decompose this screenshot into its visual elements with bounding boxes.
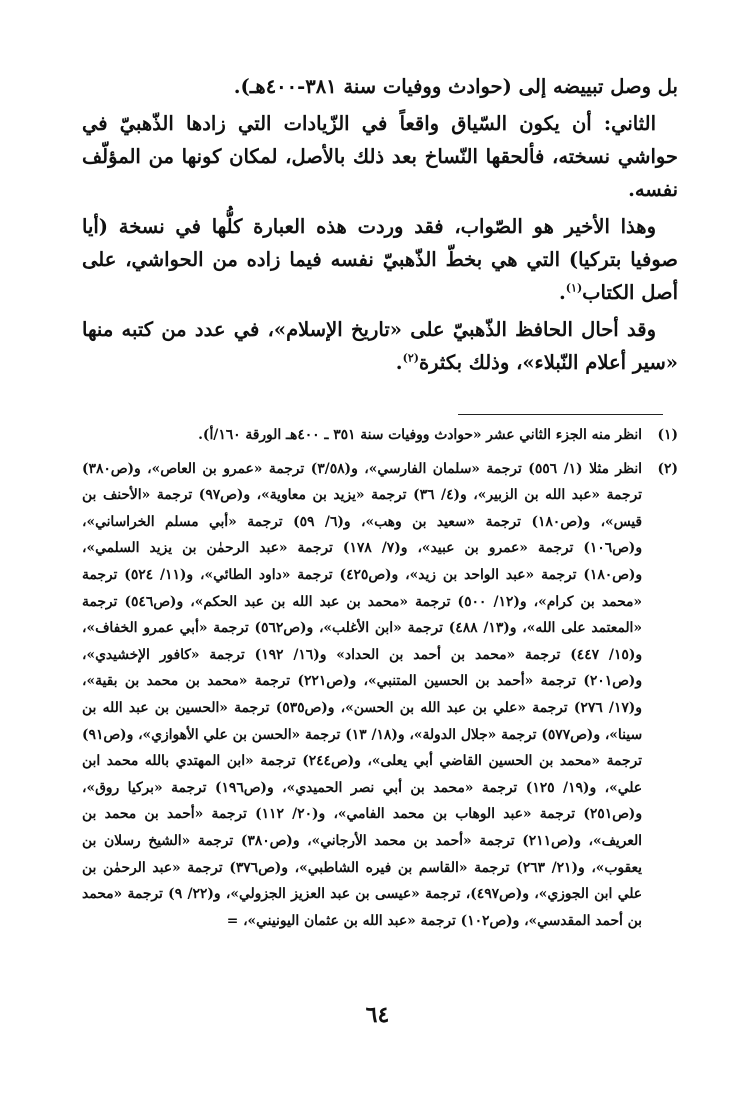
footnotes xyxy=(82,422,678,934)
paragraph-1 xyxy=(82,70,678,103)
paragraph-4-text: وقد أحال الحافظ الذّهبيّ على «تاريخ الإسلام»، في عدد من كتبه منها «سير أعلام النّبلاء»، وذلك بكثرة xyxy=(82,318,678,374)
footnote-ref-2[interactable]: (٢) xyxy=(402,351,419,365)
paragraph-3 xyxy=(82,210,678,309)
footnote-text: انظر مثلا (١/ ٥٥٦) ترجمة «سلمان الفارسي»، و(٣/٥٨) ترجمة «عمرو بن العاص»، و(ص٣٨٠) ترجمة «عبد الله بن الزبير»، و(٤/ ٣٦) ترجمة «يزيد بن معاوية»، و(ص٩٧) ترجمة «الأحنف بن قيس»، و(ص١٨٠) ترجمة «سعيد بن وهب»، و(٦/ ٥٩) ترجمة «أبي مسلم الخراساني»، و(ص١٠٦) ترجمة «عمرو بن عبيد»، و(٧/ ١٧٨) ترجمة «عبد الرحمٰن بن يزيد السلمي»، و(ص١٨٠) ترجمة «عبد الواحد بن زيد»، و(ص٤٢٥) ترجمة «داود الطائي»، و(١١/ ٥٢٤) ترجمة «محمد بن كرام»، و(١٢/ ٥٠٠) ترجمة «محمد بن عبد الله بن عبد الحكم»، و(ص٥٤٦) ترجمة «المعتمد على الله»، و(١٣/ ٤٨٨) ترجمة «ابن الأغلب»، و(ص٥٦٢) ترجمة «أبي عمرو الخفاف»، و(١٥/ ٤٤٧) ترجمة «محمد بن أحمد بن الحداد» و(١٦/ ١٩٢) ترجمة «كافور الإخشيدي»، و(ص٢٠١) ترجمة «أحمد بن الحسين المتنبي»، و(ص٢٢١) ترجمة «محمد بن محمد بن بقية»، و(١٧/ ٢٧٦) ترجمة «علي بن عبد الله بن الحسن»، و(ص٥٣٥) ترجمة «الحسين بن عبد الله بن سينا»، و(ص٥٧٧) ترجمة «جلال الدولة»، و(١٨/ ١٣) ترجمة «الحسن بن علي الأهوازي»، و(ص٩١) ترجمة «محمد بن الحسين القاضي أبي يعلى»، و(ص٢٤٤) ترجمة «ابن المهتدي بالله محمد ابن علي»، و(١٩/ ١٢٥) ترجمة «محمد بن أبي نصر الحميدي»، و(ص١٩٦) ترجمة «بركيا روق»، و(ص٢٥١) ترجمة «عبد الوهاب بن محمد الفامي»، و(٢٠/ ١١٢) ترجمة «أحمد بن محمد بن العريف»، و(ص٢١١) ترجمة «أحمد بن محمد الأرجاني»، و(ص٣٨٠) ترجمة «الشيخ رسلان بن يعقوب»، و(٢١/ ٢٦٣) ترجمة «القاسم بن فيره الشاطبي»، و(ص٣٧٦) ترجمة «عبد الرحمٰن بن علي ابن الجوزي»، و(ص٤٩٧)، ترجمة «عيسى بن عبد العزيز الجزولي»، و(٢٢/ ٩) ترجمة «محمد بن أحمد المقدسي»، و(ص١٠٢) ترجمة «عبد الله بن عثمان اليونيني»، = xyxy=(82,460,643,929)
footnote-ref-1[interactable]: (١) xyxy=(565,281,583,295)
footnote-number: (١) xyxy=(657,427,678,443)
paragraph-1-text: بل وصل تبييضه إلى (حوادث ووفيات سنة ٣٨١-٤٠٠هـ). xyxy=(233,75,678,98)
paragraph-2-text: أن يكون السّياق واقعاً في الزّيادات التي زادها الذّهبيّ في حواشي نسخته، فألحقها النّساخ بعد ذلك بالأصل، لمكان كونها من المؤلّف نفسه. xyxy=(82,112,678,201)
paragraph-3-text: وهذا الأخير هو الصّواب، فقد وردت هذه العبارة كلُّها في نسخة (أيا صوفيا بتركيا) التي هي بخطّ الذّهبيّ نفسه فيما زاده من الحواشي، على أصل الكتاب xyxy=(82,215,678,304)
paragraph-4 xyxy=(82,313,678,379)
footnote-text: انظر منه الجزء الثاني عشر «حوادث ووفيات سنة ٣٥١ ـ ٤٠٠هـ الورقة ١٦٠/أ). xyxy=(198,427,642,443)
paragraph-3-end: . xyxy=(559,281,566,304)
footnote-1 xyxy=(82,422,678,449)
paragraph-4-end: . xyxy=(395,351,403,374)
page-number: ٦٤ xyxy=(365,1002,390,1028)
paragraph-2-lead: الثاني: xyxy=(603,112,656,135)
footnote-number: (٢) xyxy=(657,460,678,477)
main-text xyxy=(82,70,678,383)
footnote-separator xyxy=(458,414,663,415)
paragraph-2 xyxy=(82,107,678,206)
footnote-2 xyxy=(82,456,678,935)
